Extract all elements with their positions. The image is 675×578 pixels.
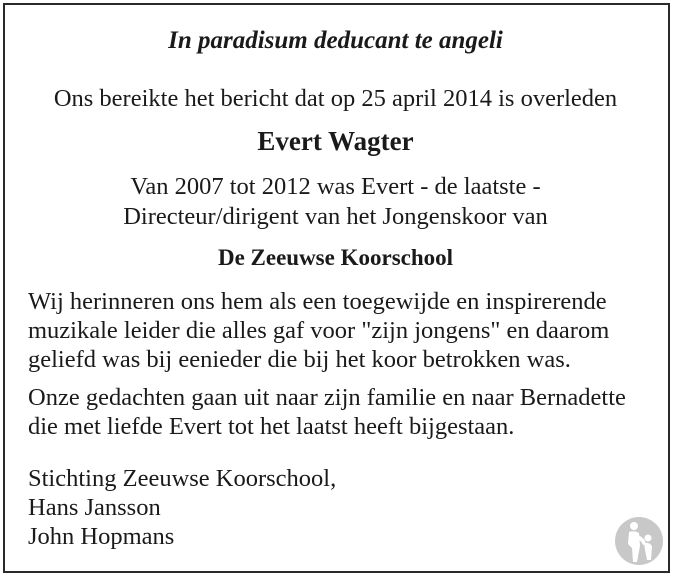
condolence-line: Onze gedachten gaan uit naar zijn familie en naar Bernadette <box>28 384 626 411</box>
tribute-line: geliefd was bij eenieder die bij het koor betrokken was. <box>28 346 571 373</box>
signature-line: Hans Jansson <box>28 494 161 521</box>
tribute-line: Wij herinneren ons hem als een toegewijde en inspirerende <box>28 288 607 315</box>
notice-intro: Ons bereikte het bericht dat op 25 april 2014 is overleden <box>53 85 618 112</box>
signature-line: John Hopmans <box>28 523 175 550</box>
role-line: Directeur/dirigent van het Jongenskoor van <box>123 203 548 230</box>
condolence-line: die met liefde Evert tot het laatst heeft bijgestaan. <box>28 413 515 440</box>
tribute-line: muzikale leider die alles gaf voor "zijn jongens" en daarom <box>28 317 610 344</box>
signature-line: Stichting Zeeuwse Koorschool, <box>28 465 337 492</box>
deceased-name: Evert Wagter <box>257 126 414 156</box>
role-line: Van 2007 tot 2012 was Evert - de laatste - <box>130 173 541 200</box>
notice-motto: In paradisum deducant te angeli <box>168 27 503 54</box>
school-name: De Zeeuwse Koorschool <box>217 245 454 270</box>
mourning-figures-icon <box>614 516 664 566</box>
